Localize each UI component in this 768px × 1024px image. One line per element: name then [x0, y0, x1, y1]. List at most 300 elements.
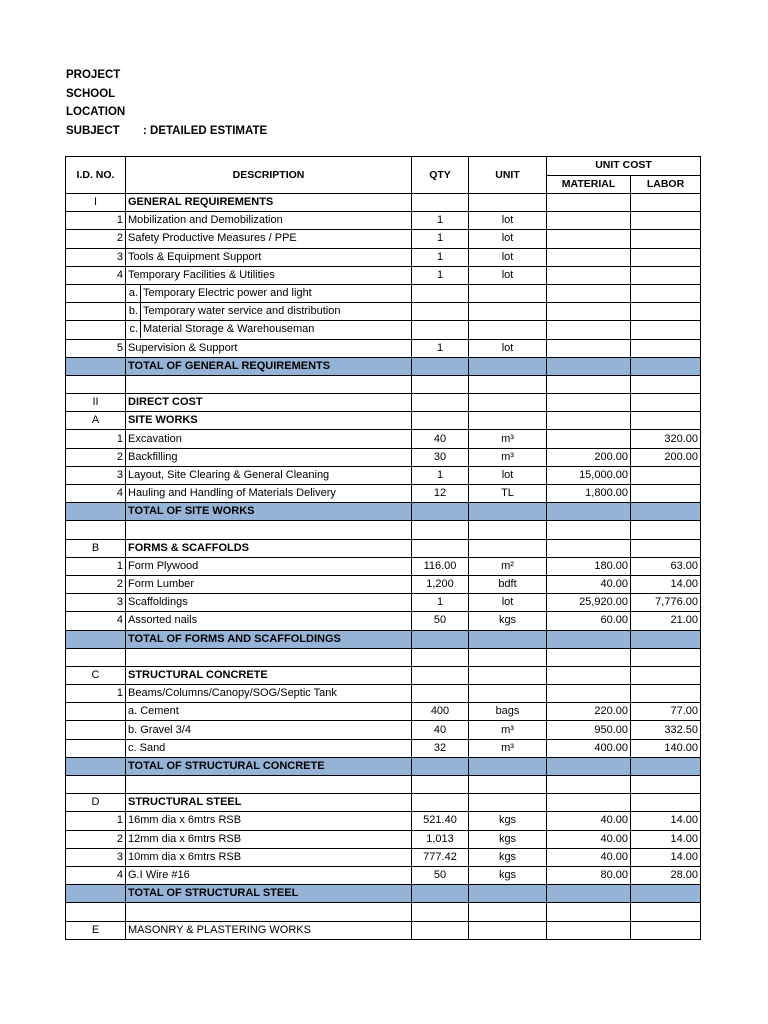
description-cell: Backfilling — [126, 448, 412, 466]
subject-line — [66, 122, 267, 141]
school-label: SCHOOL — [66, 87, 116, 100]
description-cell: TOTAL OF FORMS AND SCAFFOLDINGS — [126, 630, 412, 648]
unit-cell: lot — [469, 466, 547, 484]
qty-cell: 1 — [412, 212, 469, 230]
section-row — [66, 921, 701, 939]
material-cell — [547, 503, 631, 521]
sub-item-text: Temporary Electric power and light — [143, 287, 312, 300]
material-cell — [547, 885, 631, 903]
unit-cell — [469, 539, 547, 557]
material-cell — [547, 430, 631, 448]
table-row — [66, 212, 701, 230]
estimate-table — [65, 156, 701, 940]
table-row — [66, 266, 701, 284]
table-row — [66, 339, 701, 357]
qty-cell: 777.42 — [412, 848, 469, 866]
labor-cell — [631, 248, 701, 266]
table-row — [66, 721, 701, 739]
total-row — [66, 503, 701, 521]
unit-cell — [469, 357, 547, 375]
section-row — [66, 394, 701, 412]
material-cell: 25,920.00 — [547, 594, 631, 612]
labor-cell — [631, 903, 701, 921]
location-label: LOCATION — [66, 106, 126, 118]
id-cell — [66, 521, 126, 539]
id-cell — [66, 903, 126, 921]
description-cell — [126, 375, 412, 393]
unit-cell: kgs — [469, 812, 547, 830]
table-row — [66, 812, 701, 830]
unit-cell: lot — [469, 594, 547, 612]
material-cell: 220.00 — [547, 703, 631, 721]
material-cell: 400.00 — [547, 739, 631, 757]
labor-cell: 14.00 — [631, 830, 701, 848]
id-cell — [66, 375, 126, 393]
qty-cell — [412, 194, 469, 212]
qty-cell: 1 — [412, 266, 469, 284]
blank-row — [66, 521, 701, 539]
qty-cell: 521.40 — [412, 812, 469, 830]
unit-cell: lot — [469, 339, 547, 357]
col-header-unit: UNIT — [469, 157, 547, 194]
labor-cell — [631, 394, 701, 412]
unit-cell — [469, 375, 547, 393]
description-cell: a. Cement — [126, 703, 412, 721]
total-row — [66, 630, 701, 648]
qty-cell — [412, 685, 469, 703]
unit-cell — [469, 521, 547, 539]
id-cell — [66, 284, 126, 302]
blank-row — [66, 903, 701, 921]
material-cell — [547, 284, 631, 302]
qty-cell: 1 — [412, 248, 469, 266]
id-cell: D — [66, 794, 126, 812]
table-row — [66, 866, 701, 884]
id-cell: 1 — [66, 812, 126, 830]
sub-item-text: Material Storage & Warehouseman — [143, 323, 315, 336]
unit-cell: TL — [469, 485, 547, 503]
id-cell: 1 — [66, 685, 126, 703]
description-cell: Assorted nails — [126, 612, 412, 630]
labor-cell: 14.00 — [631, 575, 701, 593]
qty-cell: 1 — [412, 466, 469, 484]
id-cell — [66, 357, 126, 375]
total-row — [66, 885, 701, 903]
qty-cell — [412, 776, 469, 794]
material-cell — [547, 339, 631, 357]
qty-cell: 40 — [412, 721, 469, 739]
id-cell: 3 — [66, 466, 126, 484]
labor-cell — [631, 266, 701, 284]
unit-cell — [469, 194, 547, 212]
material-cell — [547, 266, 631, 284]
description-cell: Safety Productive Measures / PPE — [126, 230, 412, 248]
description-cell — [126, 521, 412, 539]
sub-item-letter: a. — [126, 285, 141, 302]
project-label: PROJECT — [66, 69, 121, 81]
qty-cell — [412, 375, 469, 393]
labor-cell — [631, 648, 701, 666]
table-row — [66, 230, 701, 248]
unit-cell — [469, 412, 547, 430]
table-row — [66, 248, 701, 266]
id-cell: 1 — [66, 212, 126, 230]
labor-cell — [631, 212, 701, 230]
unit-cell: kgs — [469, 866, 547, 884]
id-cell: II — [66, 394, 126, 412]
description-cell: TOTAL OF SITE WORKS — [126, 503, 412, 521]
description-cell: Excavation — [126, 430, 412, 448]
id-cell: E — [66, 921, 126, 939]
labor-cell — [631, 357, 701, 375]
labor-cell — [631, 375, 701, 393]
qty-cell — [412, 885, 469, 903]
description-cell: Mobilization and Demobilization — [126, 212, 412, 230]
description-cell: c. Sand — [126, 739, 412, 757]
description-cell: TOTAL OF STRUCTURAL CONCRETE — [126, 757, 412, 775]
material-cell — [547, 248, 631, 266]
id-cell — [66, 648, 126, 666]
blank-row — [66, 648, 701, 666]
description-cell: TOTAL OF GENERAL REQUIREMENTS — [126, 357, 412, 375]
qty-cell — [412, 321, 469, 339]
table-head — [66, 157, 701, 194]
unit-cell — [469, 885, 547, 903]
description-cell: Tools & Equipment Support — [126, 248, 412, 266]
unit-cell: m³ — [469, 430, 547, 448]
labor-cell — [631, 339, 701, 357]
qty-cell — [412, 903, 469, 921]
subject-value: : DETAILED ESTIMATE — [143, 124, 268, 137]
id-cell: 3 — [66, 848, 126, 866]
table-row — [66, 830, 701, 848]
section-row — [66, 666, 701, 684]
labor-cell: 7,776.00 — [631, 594, 701, 612]
qty-cell: 1 — [412, 339, 469, 357]
labor-cell — [631, 230, 701, 248]
id-cell — [66, 321, 126, 339]
unit-cell — [469, 321, 547, 339]
labor-cell — [631, 303, 701, 321]
unit-cell: bdft — [469, 575, 547, 593]
material-cell — [547, 394, 631, 412]
material-cell — [547, 776, 631, 794]
id-cell — [66, 503, 126, 521]
description-cell: TOTAL OF STRUCTURAL STEEL — [126, 885, 412, 903]
labor-cell — [631, 630, 701, 648]
id-cell: B — [66, 539, 126, 557]
unit-cell — [469, 284, 547, 302]
qty-cell — [412, 394, 469, 412]
col-header-unit-cost: UNIT COST — [547, 157, 701, 176]
qty-cell: 116.00 — [412, 557, 469, 575]
material-cell — [547, 412, 631, 430]
unit-cell: lot — [469, 248, 547, 266]
unit-cell: kgs — [469, 830, 547, 848]
material-cell — [547, 903, 631, 921]
description-cell: b. Gravel 3/4 — [126, 721, 412, 739]
section-row — [66, 412, 701, 430]
id-cell: 2 — [66, 230, 126, 248]
qty-cell: 12 — [412, 485, 469, 503]
description-cell: STRUCTURAL STEEL — [126, 794, 412, 812]
section-row — [66, 194, 701, 212]
description-cell: MASONRY & PLASTERING WORKS — [126, 921, 412, 939]
id-cell — [66, 757, 126, 775]
description-cell: 10mm dia x 6mtrs RSB — [126, 848, 412, 866]
total-row — [66, 357, 701, 375]
material-cell: 1,800.00 — [547, 485, 631, 503]
unit-cell — [469, 685, 547, 703]
description-cell — [126, 303, 412, 321]
id-cell: 2 — [66, 575, 126, 593]
material-cell — [547, 685, 631, 703]
description-cell — [126, 776, 412, 794]
unit-cell: m³ — [469, 739, 547, 757]
material-cell — [547, 539, 631, 557]
material-cell: 15,000.00 — [547, 466, 631, 484]
id-cell: 4 — [66, 266, 126, 284]
qty-cell: 1 — [412, 594, 469, 612]
table-row — [66, 848, 701, 866]
id-cell: 1 — [66, 430, 126, 448]
table-row — [66, 612, 701, 630]
id-cell — [66, 739, 126, 757]
id-cell: A — [66, 412, 126, 430]
material-cell: 200.00 — [547, 448, 631, 466]
labor-cell — [631, 539, 701, 557]
qty-cell: 30 — [412, 448, 469, 466]
unit-cell: m² — [469, 557, 547, 575]
description-cell — [126, 284, 412, 302]
description-cell: Beams/Columns/Canopy/SOG/Septic Tank — [126, 685, 412, 703]
id-cell: C — [66, 666, 126, 684]
qty-cell — [412, 412, 469, 430]
id-cell — [66, 303, 126, 321]
material-cell: 40.00 — [547, 848, 631, 866]
unit-cell — [469, 794, 547, 812]
qty-cell: 32 — [412, 739, 469, 757]
description-cell: GENERAL REQUIREMENTS — [126, 194, 412, 212]
unit-cell: m³ — [469, 721, 547, 739]
material-cell — [547, 303, 631, 321]
sub-item-text: Temporary water service and distribution — [143, 305, 341, 318]
material-cell: 950.00 — [547, 721, 631, 739]
qty-cell — [412, 630, 469, 648]
labor-cell: 14.00 — [631, 812, 701, 830]
id-cell: 5 — [66, 339, 126, 357]
table-row — [66, 485, 701, 503]
material-cell — [547, 375, 631, 393]
labor-cell — [631, 794, 701, 812]
school-line — [66, 85, 267, 104]
id-cell: 2 — [66, 448, 126, 466]
sub-item-letter: b. — [126, 303, 141, 320]
labor-cell: 320.00 — [631, 430, 701, 448]
unit-cell — [469, 757, 547, 775]
qty-cell — [412, 648, 469, 666]
table-row — [66, 557, 701, 575]
qty-cell — [412, 921, 469, 939]
id-cell: 4 — [66, 612, 126, 630]
labor-cell — [631, 685, 701, 703]
labor-cell: 14.00 — [631, 848, 701, 866]
unit-cell: m³ — [469, 448, 547, 466]
labor-cell — [631, 776, 701, 794]
labor-cell: 21.00 — [631, 612, 701, 630]
material-cell — [547, 921, 631, 939]
material-cell: 60.00 — [547, 612, 631, 630]
material-cell: 40.00 — [547, 830, 631, 848]
qty-cell — [412, 539, 469, 557]
unit-cell — [469, 921, 547, 939]
qty-cell: 400 — [412, 703, 469, 721]
id-cell: 2 — [66, 830, 126, 848]
qty-cell: 1,013 — [412, 830, 469, 848]
labor-cell — [631, 321, 701, 339]
labor-cell: 28.00 — [631, 866, 701, 884]
description-cell — [126, 903, 412, 921]
labor-cell: 332.50 — [631, 721, 701, 739]
table-row — [66, 303, 701, 321]
id-cell — [66, 885, 126, 903]
table-row — [66, 321, 701, 339]
qty-cell — [412, 357, 469, 375]
description-cell: G.I Wire #16 — [126, 866, 412, 884]
id-cell — [66, 703, 126, 721]
labor-cell — [631, 194, 701, 212]
unit-cell — [469, 648, 547, 666]
unit-cell: bags — [469, 703, 547, 721]
section-row — [66, 539, 701, 557]
project-line — [66, 66, 267, 85]
unit-cell — [469, 394, 547, 412]
unit-cell — [469, 776, 547, 794]
qty-cell — [412, 757, 469, 775]
subject-label: SUBJECT — [66, 124, 120, 137]
description-cell: Supervision & Support — [126, 339, 412, 357]
unit-cell — [469, 503, 547, 521]
section-row — [66, 794, 701, 812]
qty-cell: 1,200 — [412, 575, 469, 593]
labor-cell: 200.00 — [631, 448, 701, 466]
material-cell: 40.00 — [547, 812, 631, 830]
id-cell — [66, 721, 126, 739]
col-header-material: MATERIAL — [547, 175, 631, 194]
table-row — [66, 284, 701, 302]
qty-cell — [412, 503, 469, 521]
labor-cell — [631, 666, 701, 684]
material-cell — [547, 194, 631, 212]
unit-cell — [469, 666, 547, 684]
qty-cell — [412, 794, 469, 812]
material-cell — [547, 212, 631, 230]
table-row — [66, 575, 701, 593]
col-header-description: DESCRIPTION — [126, 157, 412, 194]
labor-cell — [631, 503, 701, 521]
material-cell: 40.00 — [547, 575, 631, 593]
total-row — [66, 757, 701, 775]
document-header — [66, 66, 267, 140]
labor-cell: 77.00 — [631, 703, 701, 721]
labor-cell: 140.00 — [631, 739, 701, 757]
description-cell: 12mm dia x 6mtrs RSB — [126, 830, 412, 848]
description-cell: DIRECT COST — [126, 394, 412, 412]
col-header-qty: QTY — [412, 157, 469, 194]
qty-cell: 40 — [412, 430, 469, 448]
unit-cell: lot — [469, 266, 547, 284]
unit-cell: lot — [469, 212, 547, 230]
table-row — [66, 466, 701, 484]
unit-cell — [469, 630, 547, 648]
id-cell: 3 — [66, 248, 126, 266]
labor-cell — [631, 885, 701, 903]
table-body — [66, 194, 701, 940]
id-cell — [66, 630, 126, 648]
blank-row — [66, 375, 701, 393]
description-cell: FORMS & SCAFFOLDS — [126, 539, 412, 557]
description-cell — [126, 321, 412, 339]
id-cell: I — [66, 194, 126, 212]
qty-cell — [412, 303, 469, 321]
qty-cell: 1 — [412, 230, 469, 248]
table-row — [66, 739, 701, 757]
id-cell: 1 — [66, 557, 126, 575]
description-cell: Scaffoldings — [126, 594, 412, 612]
sub-item-letter: c. — [126, 321, 141, 338]
location-line — [66, 103, 267, 122]
material-cell — [547, 757, 631, 775]
description-cell: STRUCTURAL CONCRETE — [126, 666, 412, 684]
col-header-id: I.D. NO. — [66, 157, 126, 194]
description-cell: 16mm dia x 6mtrs RSB — [126, 812, 412, 830]
table-row — [66, 430, 701, 448]
col-header-labor: LABOR — [631, 175, 701, 194]
table-row — [66, 685, 701, 703]
labor-cell — [631, 485, 701, 503]
table-row — [66, 703, 701, 721]
material-cell — [547, 794, 631, 812]
qty-cell — [412, 284, 469, 302]
labor-cell — [631, 284, 701, 302]
material-cell — [547, 521, 631, 539]
description-cell: Layout, Site Clearing & General Cleaning — [126, 466, 412, 484]
id-cell: 3 — [66, 594, 126, 612]
description-cell: SITE WORKS — [126, 412, 412, 430]
description-cell: Form Plywood — [126, 557, 412, 575]
description-cell: Form Lumber — [126, 575, 412, 593]
table-row — [66, 448, 701, 466]
qty-cell: 50 — [412, 612, 469, 630]
unit-cell — [469, 303, 547, 321]
description-cell: Hauling and Handling of Materials Delivery — [126, 485, 412, 503]
description-cell — [126, 648, 412, 666]
unit-cell: kgs — [469, 612, 547, 630]
material-cell — [547, 357, 631, 375]
material-cell — [547, 321, 631, 339]
material-cell: 180.00 — [547, 557, 631, 575]
material-cell — [547, 230, 631, 248]
labor-cell — [631, 466, 701, 484]
unit-cell — [469, 903, 547, 921]
unit-cell: kgs — [469, 848, 547, 866]
labor-cell: 63.00 — [631, 557, 701, 575]
qty-cell: 50 — [412, 866, 469, 884]
qty-cell — [412, 521, 469, 539]
unit-cell: lot — [469, 230, 547, 248]
id-cell: 4 — [66, 485, 126, 503]
id-cell: 4 — [66, 866, 126, 884]
